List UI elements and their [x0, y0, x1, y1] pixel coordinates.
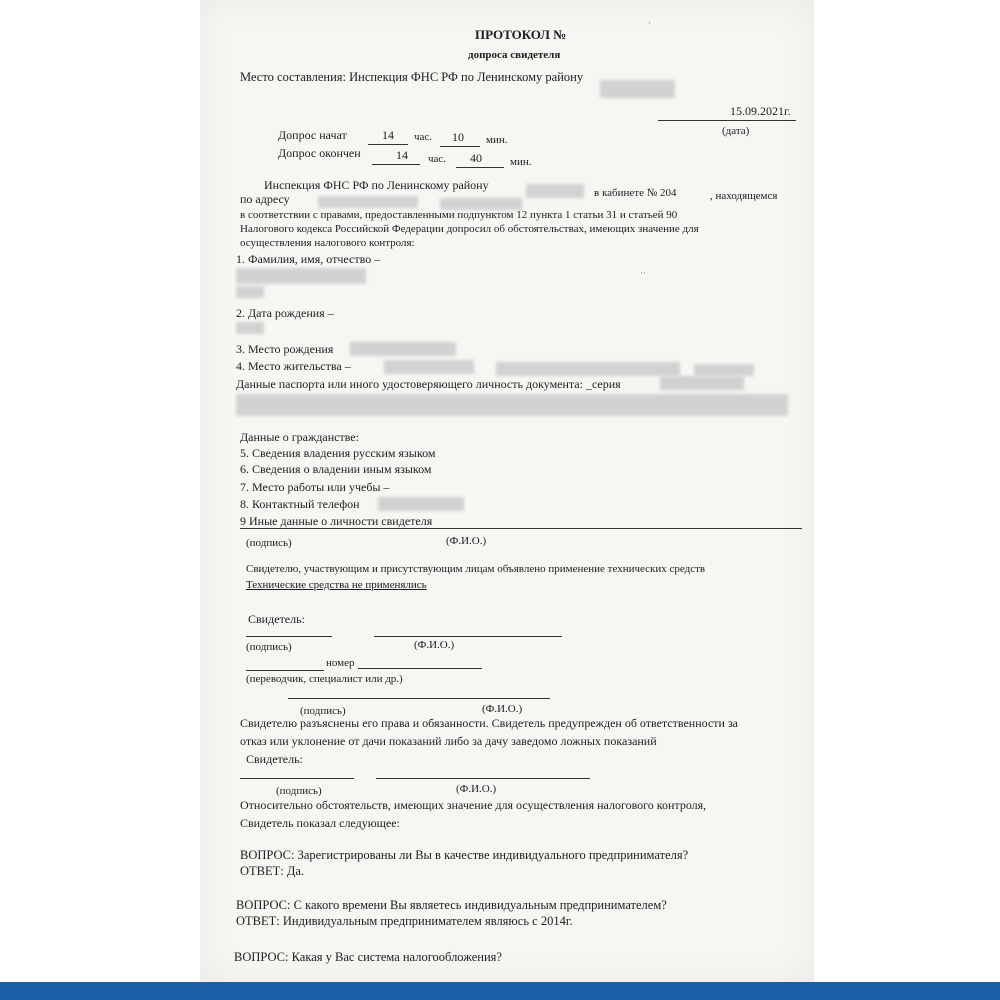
intro-address: по адресу	[240, 192, 290, 206]
start-minutes: 10	[452, 130, 464, 144]
witness-fio-line	[374, 636, 562, 637]
question-2: ВОПРОС: С какого времени Вы являетесь индивидуальным предпринимателем?	[236, 898, 667, 912]
signature-label: (подпись)	[276, 785, 322, 797]
intro-line-4: осуществления налогового контроля:	[240, 237, 415, 249]
intro-cabinet: в кабинете № 204	[594, 187, 677, 199]
field-other-language: 6. Сведения о владении иным языком	[240, 462, 432, 476]
translator-line	[288, 698, 550, 699]
answer-2: ОТВЕТ: Индивидуальным предпринимателем являюсь с 2014г.	[236, 914, 573, 928]
end-hours-unit: час.	[428, 153, 447, 165]
field-birth-place: 3. Место рождения	[236, 342, 334, 356]
start-hours-line	[368, 144, 408, 145]
end-minutes: 40	[470, 151, 482, 165]
end-hours: 14	[396, 148, 408, 162]
field-other-data: 9 Иные данные о личности свидетеля	[240, 514, 433, 528]
fio-label: (Ф.И.О.)	[414, 639, 455, 651]
field-phone: 8. Контактный телефон	[240, 497, 360, 511]
field-residence: 4. Место жительства –	[236, 359, 351, 373]
redacted-block	[378, 497, 464, 511]
field-passport: Данные паспорта или иного удостоверяющего личность документа: _серия	[236, 377, 621, 391]
scan-mark: ·	[648, 18, 651, 28]
signature-label: (подпись)	[300, 705, 346, 717]
fio-label: (Ф.И.О.)	[446, 535, 487, 547]
fio-label: (Ф.И.О.)	[456, 783, 497, 795]
doc-subtitle: допроса свидетеля	[468, 49, 561, 61]
date-label: (дата)	[722, 125, 750, 137]
tech-line-1: Свидетелю, участвующим и присутствующим лицам объявлено применение технических средств	[246, 563, 706, 575]
doc-title: ПРОТОКОЛ №	[475, 27, 567, 42]
redacted-block	[318, 196, 418, 208]
doc-line	[246, 670, 324, 671]
signature-label: (подпись)	[246, 641, 292, 653]
question-1: ВОПРОС: Зарегистрированы ли Вы в качестве индивидуального предпринимателя?	[240, 848, 689, 862]
start-label: Допрос начат	[278, 128, 347, 142]
bottom-accent-bar	[0, 982, 1000, 1000]
redacted-block	[526, 184, 584, 198]
witness-fio-line	[376, 778, 590, 779]
redacted-block	[496, 362, 680, 376]
redacted-block	[236, 394, 788, 416]
fio-label: (Ф.И.О.)	[482, 703, 523, 715]
signature-label: (подпись)	[246, 537, 292, 549]
start-minutes-unit: мин.	[486, 134, 508, 146]
document-page	[200, 0, 814, 982]
number-line	[358, 668, 482, 669]
end-hours-line	[372, 164, 420, 165]
other-data-line	[240, 528, 802, 529]
redacted-block	[350, 342, 456, 356]
redacted-block	[236, 322, 264, 334]
redacted-block	[660, 376, 744, 390]
intro-line-1: Инспекция ФНС РФ по Ленинскому району	[264, 178, 489, 192]
field-birth-date: 2. Дата рождения –	[236, 306, 334, 320]
witness-label: Свидетель:	[248, 612, 305, 626]
testimony-line-2: Свидетель показал следующее:	[240, 816, 400, 830]
field-russian-language: 5. Сведения владения русским языком	[240, 446, 436, 460]
question-3: ВОПРОС: Какая у Вас система налогообложения?	[234, 950, 502, 964]
intro-line-3: Налогового кодекса Российской Федерации допросил об обстоятельствах, имеющих значение для	[240, 223, 699, 235]
witness-signature-line	[246, 636, 332, 637]
testimony-line-1: Относительно обстоятельств, имеющих значение для осуществления налогового контроля,	[240, 798, 707, 812]
rights-line-1: Свидетелю разъяснены его права и обязанности. Свидетель предупрежден об ответственности за	[240, 716, 739, 730]
end-minutes-line	[456, 167, 504, 168]
intro-located: , находящемся	[710, 190, 778, 202]
start-hours-unit: час.	[414, 131, 433, 143]
redacted-block	[236, 268, 366, 284]
start-minutes-line	[440, 146, 480, 147]
number-label: номер	[326, 657, 355, 669]
date-line	[658, 120, 796, 121]
tech-line-2: Технические средства не применялись	[246, 579, 427, 591]
place-of-compilation: Место составления: Инспекция ФНС РФ по Ленинскому району	[240, 70, 584, 84]
field-citizenship: Данные о гражданстве:	[240, 430, 359, 444]
redacted-block	[694, 364, 754, 376]
start-hours: 14	[382, 128, 394, 142]
scan-mark: ··	[640, 268, 646, 278]
witness-signature-line	[240, 778, 354, 779]
rights-line-2: отказ или уклонение от дачи показаний либо за дачу заведомо ложных показаний	[240, 734, 657, 748]
answer-1: ОТВЕТ: Да.	[240, 864, 305, 878]
date-value: 15.09.2021г.	[730, 104, 791, 118]
field-full-name: 1. Фамилия, имя, отчество –	[236, 252, 381, 266]
end-minutes-unit: мин.	[510, 156, 532, 168]
redacted-block	[236, 286, 264, 298]
end-label: Допрос окончен	[278, 146, 361, 160]
translator-label: (переводчик, специалист или др.)	[246, 673, 403, 685]
redacted-block	[384, 360, 474, 374]
field-workplace: 7. Место работы или учебы –	[240, 480, 390, 494]
intro-line-2: в соответствии с правами, предоставленными подпунктом 12 пункта 1 статьи 31 и статьей 90	[240, 209, 678, 221]
redacted-block	[600, 80, 675, 98]
witness-label: Свидетель:	[246, 752, 303, 766]
